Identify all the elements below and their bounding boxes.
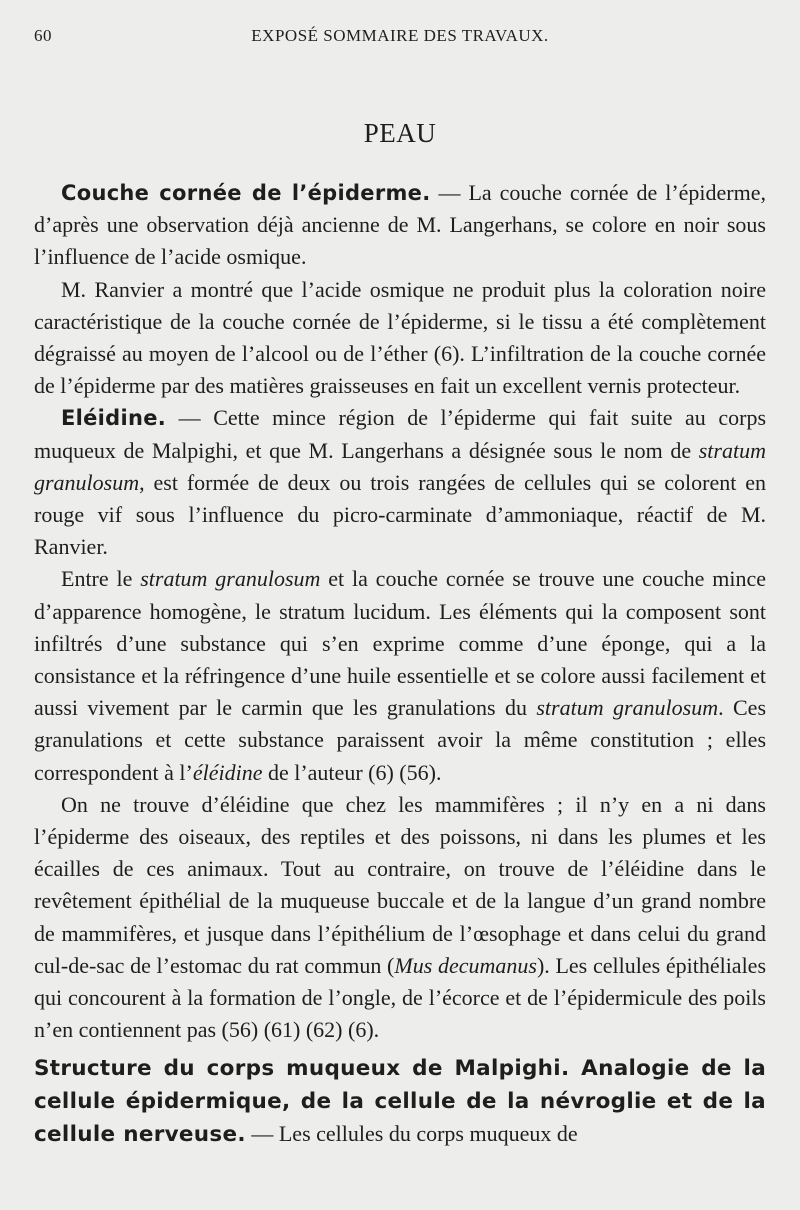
paragraph-ranvier: [34, 274, 766, 403]
italic-term: stratum granulosum: [34, 437, 766, 495]
paragraph-text: . Ces granulations et cette substance paraissent avoir la même constitution ; elles correspondent à l’: [34, 695, 767, 785]
paragraph-text: M. Ranvier a montré que l’acide osmique ne produit plus la coloration noire caractéristique de la couche cornée de l’épiderme, si le tissu a été complètement dégraissé au moyen de l’alcool ou de l’éther (6). L’infiltration de la couche cornée de l’épiderme par des matières graisseuses en fait un excellent vernis protecteur.: [34, 276, 766, 399]
running-header: [34, 26, 766, 54]
subheading-structure: Structure du corps muqueux de Malpighi. Analogie de la cellule épidermique, de la cellule de la névroglie et de la cellule nerveuse.: [34, 1056, 766, 1148]
paragraph-text: — Les cellules du corps muqueux de: [245, 1121, 578, 1147]
paragraph-eleidine: [34, 402, 766, 563]
page-number: 60: [34, 26, 52, 45]
subheading-couche-cornee: Couche cornée de l’épiderme.: [61, 181, 431, 205]
paragraph-stratum-lucidum: [34, 563, 766, 788]
paragraph-text: et la couche cornée se trouve une couche mince d’apparence homogène, le stratum lucidum. Les éléments qui la composent sont infiltrés d’une substance qui s’en exprime comme d’une éponge, qui a la consistance et la réfringence d’une huile essentielle et se colore aussi facilement et aussi vivement par le carmin que les granulations du: [34, 566, 766, 721]
header-title: EXPOSÉ SOMMAIRE DES TRAVAUX.: [251, 26, 549, 45]
paragraph-structure: [34, 1052, 766, 1151]
paragraph-text: — La couche cornée de l’épiderme, d’après une observation déjà ancienne de M. Langerhans, se colore en noir sous l’influence de l’acide osmique.: [34, 180, 766, 270]
paragraph-text: — Cette mince région de l’épiderme qui fait suite au corps muqueux de Malpighi, et que M. Langerhans a désignée sous le nom de: [34, 405, 766, 463]
section-title: PEAU: [363, 118, 437, 148]
paragraph-text: de l’auteur (6) (56).: [262, 759, 442, 785]
paragraph-mammiferes: [34, 789, 766, 1047]
body-text: [34, 177, 766, 1151]
paragraph-text: Entre le: [61, 566, 141, 592]
italic-term: stratum granulosum: [140, 566, 321, 592]
italic-term: Mus decumanus: [394, 952, 537, 978]
paragraph-text: ). Les cellules épithéliales qui concourent à la formation de l’ongle, de l’écorce et de l’épidermicule des poils n’en contiennent pas (56) (61) (62) (6).: [34, 952, 767, 1043]
italic-term: éléidine: [192, 759, 263, 785]
italic-term: stratum granulosum: [536, 695, 719, 721]
paragraph-couche-cornee: [34, 177, 766, 274]
paragraph-text: , est formée de deux ou trois rangées de cellules qui se colorent en rouge vif sous l’influence du picro-carminate d’ammoniaque, réactif de M. Ranvier.: [34, 469, 766, 560]
paragraph-text: On ne trouve d’éléidine que chez les mammifères ; il n’y en a ni dans l’épiderme des oiseaux, des reptiles et des poissons, ni dans les plumes et les écailles de ces animaux. Tout au contraire, on trouve de l’éléidine dans le revêtement épithélial de la muqueuse buccale et de la langue d’un grand nombre de mammifères, et jusque dans l’épithélium de l’œsophage et dans celui du grand cul-de-sac de l’estomac du rat commun (: [34, 791, 766, 978]
subheading-eleidine: Eléidine.: [61, 406, 167, 431]
